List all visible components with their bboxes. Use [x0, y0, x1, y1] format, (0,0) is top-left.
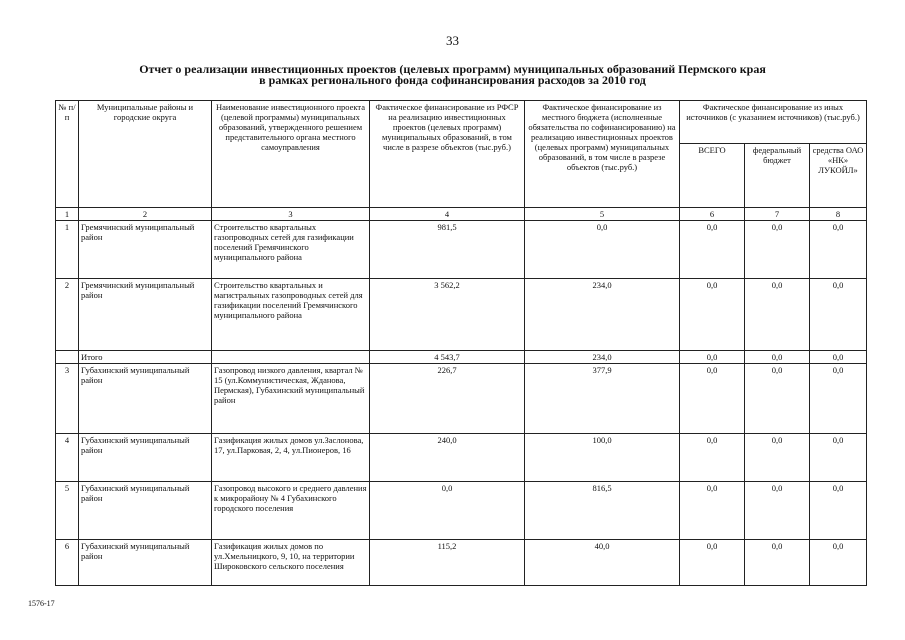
row-project: Строительство квартальных и магистральных газопроводных сетей для газификации поселений Гремячинского муниципального района: [212, 279, 370, 351]
colnum-6: 6: [680, 208, 745, 221]
row-total: 0,0: [680, 482, 745, 540]
header-row-1: [56, 101, 867, 144]
row-num: 3: [56, 364, 79, 434]
row-total: 0,0: [680, 351, 745, 364]
header-num: № п/п: [56, 101, 79, 208]
table-row: [56, 221, 867, 279]
row-federal: 0,0: [745, 482, 810, 540]
row-local: 100,0: [525, 434, 680, 482]
row-num: 5: [56, 482, 79, 540]
row-project: Строительство квартальных газопроводных сетей для газификации поселений Гремячинского муниципального района: [212, 221, 370, 279]
header-other-sources: Фактическое финансирование из иных источников (с указанием источников) (тыс.руб.): [680, 101, 867, 144]
colnum-4: 4: [370, 208, 525, 221]
total-row: [56, 351, 867, 364]
table-row: [56, 364, 867, 434]
row-rfsr: 981,5: [370, 221, 525, 279]
table-row: [56, 482, 867, 540]
page-number: 33: [446, 33, 459, 48]
row-total: 0,0: [680, 434, 745, 482]
row-rfsr: 3 562,2: [370, 279, 525, 351]
colnum-8: 8: [810, 208, 867, 221]
row-lukoil: 0,0: [810, 482, 867, 540]
row-federal: 0,0: [745, 221, 810, 279]
row-district: Губахинский муниципальный район: [79, 364, 212, 434]
report-table: [55, 100, 867, 586]
row-lukoil: 0,0: [810, 364, 867, 434]
colnum-1: 1: [56, 208, 79, 221]
row-district: Губахинский муниципальный район: [79, 434, 212, 482]
row-num: 1: [56, 221, 79, 279]
row-project: Газопровод низкого давления, квартал № 15 (ул.Коммунистическая, Жданова, Пермская), Губахинский муниципальный район: [212, 364, 370, 434]
colnum-3: 3: [212, 208, 370, 221]
row-num: 4: [56, 434, 79, 482]
colnum-2: 2: [79, 208, 212, 221]
row-local: 40,0: [525, 540, 680, 586]
row-local: 0,0: [525, 221, 680, 279]
row-local: 234,0: [525, 351, 680, 364]
row-local: 377,9: [525, 364, 680, 434]
table-row: [56, 434, 867, 482]
row-district: Гремячинский муниципальный район: [79, 279, 212, 351]
title-line-1: Отчет о реализации инвестиционных проектов (целевых программ) муниципальных образований Пермского края: [139, 62, 766, 76]
colnum-5: 5: [525, 208, 680, 221]
row-federal: 0,0: [745, 364, 810, 434]
row-total: 0,0: [680, 364, 745, 434]
header-rfsr: Фактическое финансирование из РФСР на реализацию инвестиционных проектов (целевых программ) муниципальных образований, в том числе в разрезе объектов (тыс.руб.): [370, 101, 525, 208]
header-local: Фактическое финансирование из местного бюджета (исполненные обязательства по софинансированию) на реализацию инвестиционных проектов (целевых программ) муниципальных образований, в том числе в разрезе объектов (тыс.руб.): [525, 101, 680, 208]
row-rfsr: 4 543,7: [370, 351, 525, 364]
header-project: Наименование инвестиционного проекта (целевой программы) муниципальных образований, утвержденного решением представительного органа местного самоуправления: [212, 101, 370, 208]
table-row: [56, 279, 867, 351]
row-total: 0,0: [680, 221, 745, 279]
header-federal: федеральный бюджет: [745, 144, 810, 208]
colnum-7: 7: [745, 208, 810, 221]
row-federal: 0,0: [745, 351, 810, 364]
row-num: 6: [56, 540, 79, 586]
header-lukoil: средства ОАО «НК» ЛУКОЙЛ»: [810, 144, 867, 208]
row-rfsr: 226,7: [370, 364, 525, 434]
row-project: [212, 351, 370, 364]
row-total: 0,0: [680, 540, 745, 586]
row-lukoil: 0,0: [810, 540, 867, 586]
row-lukoil: 0,0: [810, 434, 867, 482]
row-district: Гремячинский муниципальный район: [79, 221, 212, 279]
row-federal: 0,0: [745, 434, 810, 482]
row-federal: 0,0: [745, 279, 810, 351]
row-district: Губахинский муниципальный район: [79, 482, 212, 540]
row-total: 0,0: [680, 279, 745, 351]
header-district: Муниципальные районы и городские округа: [79, 101, 212, 208]
row-local: 816,5: [525, 482, 680, 540]
row-lukoil: 0,0: [810, 279, 867, 351]
row-lukoil: 0,0: [810, 221, 867, 279]
report-title: [40, 64, 865, 86]
table-row: [56, 540, 867, 586]
row-federal: 0,0: [745, 540, 810, 586]
row-rfsr: 0,0: [370, 482, 525, 540]
row-project: Газопровод высокого и среднего давления к микрорайону № 4 Губахинского городского поселения: [212, 482, 370, 540]
row-rfsr: 240,0: [370, 434, 525, 482]
header-total: ВСЕГО: [680, 144, 745, 208]
document-code: 1576-17: [28, 599, 55, 608]
row-num: [56, 351, 79, 364]
row-district: Губахинский муниципальный район: [79, 540, 212, 586]
column-number-row: [56, 208, 867, 221]
row-lukoil: 0,0: [810, 351, 867, 364]
row-num: 2: [56, 279, 79, 351]
row-local: 234,0: [525, 279, 680, 351]
title-line-2: в рамках регионального фонда софинансирования расходов за 2010 год: [259, 73, 646, 87]
row-project: Газификация жилых домов ул.Заслонова, 17, ул.Парковая, 2, 4, ул.Пионеров, 16: [212, 434, 370, 482]
row-project: Газификация жилых домов по ул.Хмельницкого, 9, 10, на территории Широковского сельского поселения: [212, 540, 370, 586]
row-total-label: Итого: [79, 351, 212, 364]
row-rfsr: 115,2: [370, 540, 525, 586]
